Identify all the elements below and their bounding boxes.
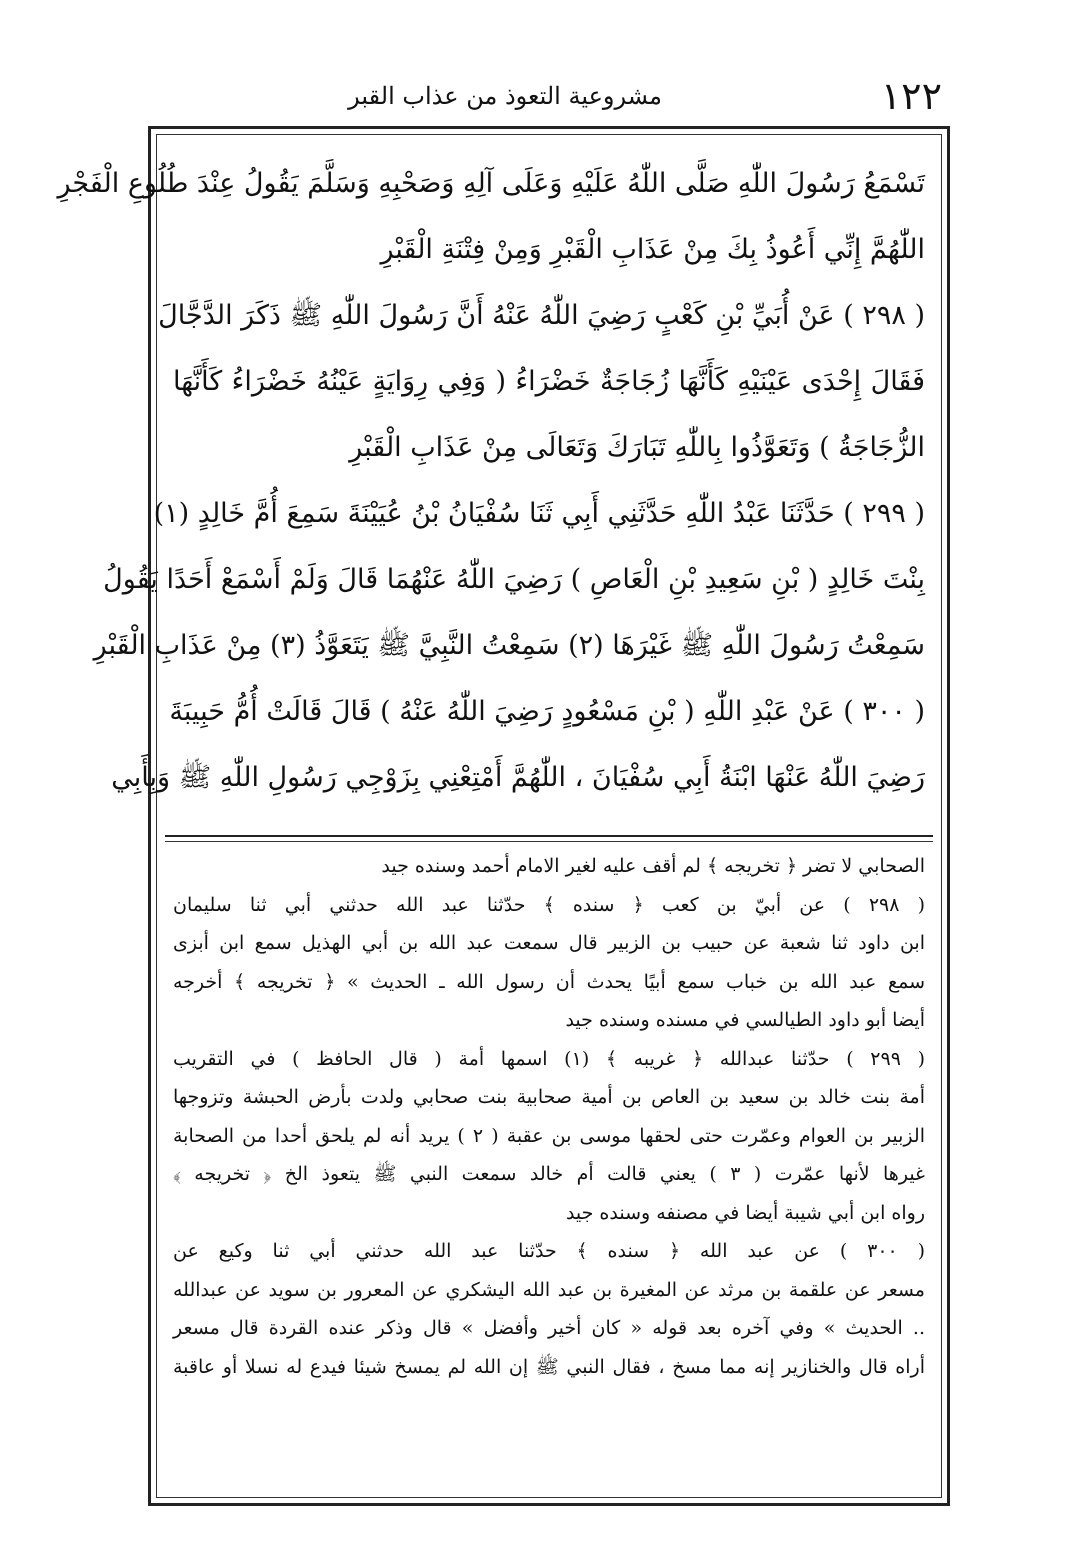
main-text-line: اللّٰهُمَّ إِنِّي أَعُوذُ بِكَ مِنْ عَذَابِ الْقَبْرِ وَمِنْ فِتْنَةِ الْقَبْرِ <box>380 234 925 265</box>
footnote-line: سمع عبد الله بن خباب سمع أبيًا يحدث أن رسول الله ـ الحديث » ﴿ تخريجه ﴾ أخرجه <box>173 970 925 993</box>
footnote-line: أراه قال والخنازير إنه مما مسخ ، فقال النبي ﷺ إن الله لم يمسخ شيئا فيدع له نسلا أو عاقبة <box>173 1355 925 1378</box>
footnote-line: ( ٢٩٨ ) عن أبيّ بن كعب ﴿ سنده ﴾ حدّثنا عبد الله حدثني أبي ثنا سليمان <box>173 893 925 916</box>
main-text-line: بِنْتَ خَالِدٍ ( بْنِ سَعِيدِ بْنِ الْعَاصِ ) رَضِيَ اللّٰهُ عَنْهُمَا قَالَ وَلَمْ أَسْمَعْ أَحَدًا يَقُولُ <box>103 564 925 595</box>
footnote-line: غيرها لأنها عمّرت ( ٣ ) يعني قالت أم خالد سمعت النبي ﷺ يتعوذ الخ ﴿ تخريجه ﴾ <box>173 1163 925 1185</box>
footnote-line: ( ٣٠٠ ) عن عبد الله ﴿ سنده ﴾ حدّثنا عبد الله حدثني أبي ثنا وكيع عن <box>173 1240 926 1262</box>
footnote-line: ابن داود ثنا شعبة عن حبيب بن الزبير قال سمعت عبد الله بن أبي الهذيل سمع ابن أبزى <box>173 932 925 954</box>
footnote-line: مسعر عن علقمة بن مرثد عن المغيرة بن عبد الله اليشكري عن المعرور بن سويد عن عبدالله <box>173 1278 925 1301</box>
main-text-line: ( ٣٠٠ ) عَنْ عَبْدِ اللّٰهِ ( بْنِ مَسْعُودٍ رَضِيَ اللّٰهُ عَنْهُ ) قَالَ قَالَتْ أُمُّ حَبِيبَةَ <box>169 696 925 727</box>
footnote-line: .. الحديث » وفي آخره بعد قوله « كان أخير وأفضل » قال وذكر عنده القردة قال مسعر <box>173 1317 925 1339</box>
main-text-line: تَسْمَعُ رَسُولَ اللّٰهِ صَلَّى اللّٰهُ عَلَيْهِ وَعَلَى آلِهِ وَصَحْبِهِ وَسَلَّمَ يَقُولُ عِنْدَ طُلُوعِ الْفَجْرِ <box>57 168 925 199</box>
footnote-line: أمة بنت خالد بن سعيد بن العاص بن أمية صحابية بنت صحابي ولدت بأرض الحبشة وتزوجها <box>173 1086 925 1108</box>
main-text-line: رَضِيَ اللّٰهُ عَنْهَا ابْنَةُ أَبِي سُفْيَانَ ، اللّٰهُمَّ أَمْتِعْنِي بِزَوْجِي رَسُولِ اللّٰهِ ﷺ وَبِأَبِي <box>111 762 925 793</box>
footnote-line: الزبير بن العوام وعمّرت حتى لحقها موسى بن عقبة ( ٢ ) يريد أنه لم يلحق أحدا من الصحابة <box>173 1124 925 1147</box>
main-text-line: الزُّجَاجَةُ ) وَتَعَوَّذُوا بِاللّٰهِ تَبَارَكَ وَتَعَالَى مِنْ عَذَابِ الْقَبْرِ <box>349 432 925 463</box>
main-text-line: فَقَالَ إِحْدَى عَيْنَيْهِ كَأَنَّهَا زُجَاجَةٌ خَضْرَاءُ ( وَفِي رِوَايَةٍ عَيْنُهُ خَضْرَاءُ كَأَنَّهَا <box>173 366 925 397</box>
footnote-line: الصحابي لا تضر ﴿ تخريجه ﴾ لم أقف عليه لغير الامام أحمد وسنده جيد <box>381 855 925 877</box>
footnote-line: أيضا أبو داود الطيالسي في مسنده وسنده جيد <box>565 1009 925 1031</box>
footnote-line: ( ٢٩٩ ) حدّثنا عبدالله ﴿ غريبه ﴾ (١) اسمها أمة ( قال الحافظ ) في التقريب <box>173 1047 925 1070</box>
running-title: مشروعية التعوذ من عذاب القبر <box>348 82 662 110</box>
footnotes <box>173 847 925 1386</box>
main-text <box>57 151 925 841</box>
footnote-divider <box>165 835 933 837</box>
main-text-line: ( ٢٩٩ ) حَدَّثَنَا عَبْدُ اللّٰهِ حَدَّثَنِي أَبِي ثَنَا سُفْيَانُ بْنُ عُيَيْنَةَ سَمِعَ أُمَّ خَالِدٍ (١) <box>153 498 925 529</box>
page-number: ١٢٢ <box>880 74 942 118</box>
main-text-line: ( ٢٩٨ ) عَنْ أُبَيِّ بْنِ كَعْبٍ رَضِيَ اللّٰهُ عَنْهُ أَنَّ رَسُولَ اللّٰهِ ﷺ ذَكَرَ الدَّجَّالَ <box>158 300 925 331</box>
text-frame <box>57 126 950 1506</box>
footnote-line: رواه ابن أبي شيبة أيضا في مصنفه وسنده جيد <box>565 1201 925 1224</box>
page-header <box>140 74 952 124</box>
main-text-line: سَمِعْتُ رَسُولَ اللّٰهِ ﷺ غَيْرَهَا (٢) سَمِعْتُ النَّبِيَّ ﷺ يَتَعَوَّذُ (٣) مِنْ عَذَابِ الْقَبْرِ <box>93 630 925 661</box>
